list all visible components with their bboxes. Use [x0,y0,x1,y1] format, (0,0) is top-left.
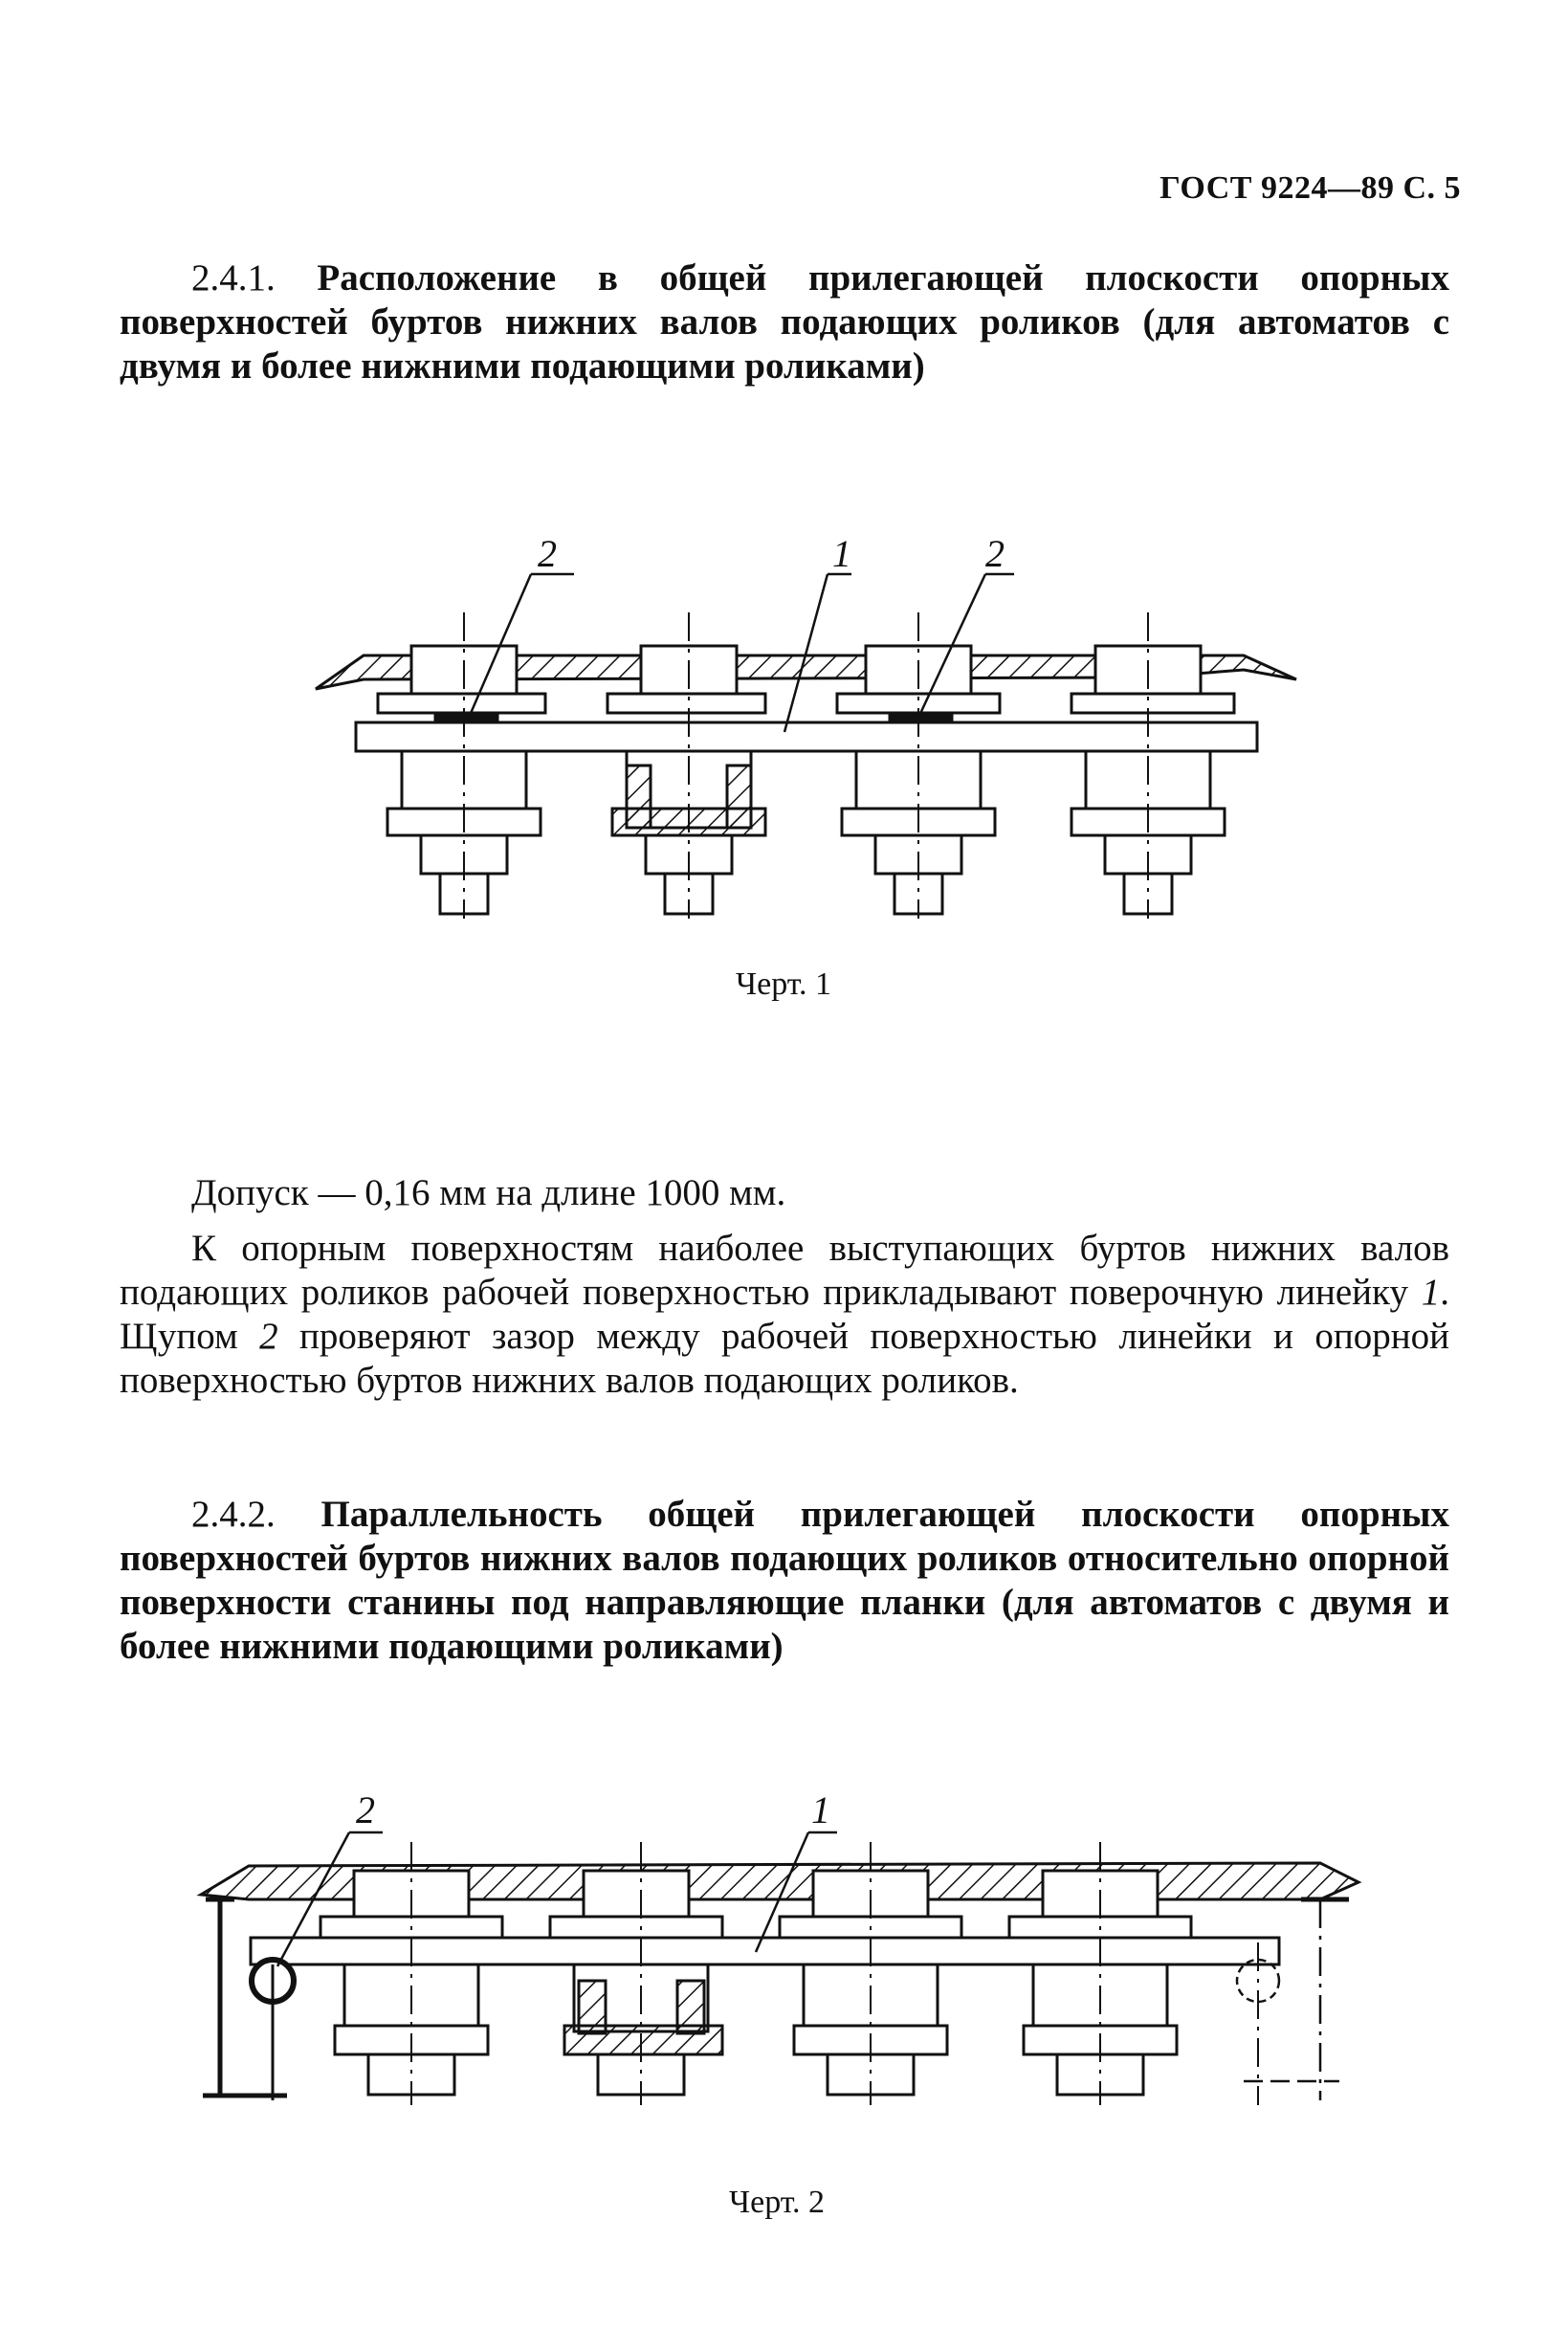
probe-number: 2 [259,1316,278,1357]
section-number: 2.4.1. [191,257,276,299]
page-header: ГОСТ 9224—89 С. 5 [1159,170,1461,206]
figure-2-caption: Черт. 2 [729,2185,826,2220]
section-title: Параллельность общей прилегающей плоскости опорных поверхностей буртов нижних валов подающих роликов относительно опорной поверхности станины под направляющие планки (для автоматов с двумя и более нижними подающими роликами) [120,1494,1450,1667]
section-title: Расположение в общей прилегающей плоскости опорных поверхностей буртов нижних валов подающих роликов (для автоматов с двумя и более нижними подающими роликами) [120,257,1449,387]
section-number: 2.4.2. [191,1494,276,1535]
section-2-4-1 [120,256,1449,388]
figure-2-drawing [0,1775,1568,2196]
figure-2-label-2: 2 [356,1788,375,1831]
section-2-4-2 [120,1493,1449,1669]
method-text-3: проверяют зазор между рабочей поверхностью линейки и опорной поверхностью буртов нижних валов подающих роликов. [120,1316,1449,1401]
figure-1-drawing [0,517,1568,1014]
tolerance-text: Допуск — 0,16 мм на длине 1000 мм. [191,1172,786,1213]
ruler-number: 1 [1421,1272,1441,1313]
figure-2-label-1: 1 [811,1788,830,1831]
method-paragraph [120,1227,1449,1403]
figure-1-caption: Черт. 1 [736,966,832,1002]
figure-1-label-1: 1 [832,532,851,575]
figure-1-label-2a: 2 [538,532,557,575]
method-text-1: К опорным поверхностям наиболее выступающих буртов нижних валов подающих роликов рабочей поверхностью прикладывают поверочную линейку [120,1228,1449,1313]
figure-1-label-2b: 2 [985,532,1005,575]
method-text-2: . Щупом [120,1272,1449,1357]
